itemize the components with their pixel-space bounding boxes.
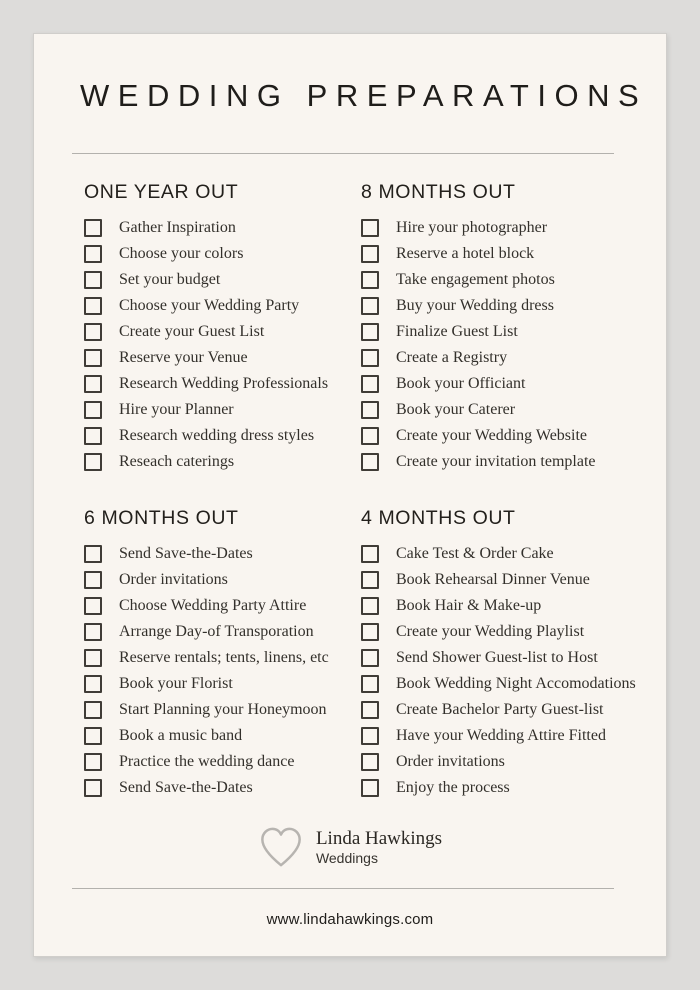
checklist-item: [84, 345, 361, 371]
section-6-months-out: [84, 507, 361, 801]
checklist-item-label: Start Planning your Honeymoon: [119, 701, 327, 718]
checklist-item: [361, 319, 646, 345]
website-url: www.lindahawkings.com: [266, 911, 434, 928]
checklist-item: [361, 749, 646, 775]
checkbox[interactable]: [361, 219, 379, 237]
checklist-item-label: Reserve your Venue: [119, 349, 248, 366]
checklist-item-label: Take engagement photos: [396, 271, 555, 288]
checklist-item-label: Choose Wedding Party Attire: [119, 597, 307, 614]
checklist-item-label: Gather Inspiration: [119, 219, 236, 236]
checklist-item: [84, 397, 361, 423]
checklist-item-label: Hire your photographer: [396, 219, 548, 236]
checkbox[interactable]: [84, 675, 102, 693]
checkbox[interactable]: [361, 375, 379, 393]
checklist-item-label: Hire your Planner: [119, 401, 234, 418]
brand-subtitle: Weddings: [315, 849, 378, 866]
checklist-item-label: Choose your Wedding Party: [119, 297, 300, 314]
checklist-item-label: Reseach caterings: [119, 453, 235, 470]
checkbox[interactable]: [84, 297, 102, 315]
checklist-item-label: Order invitations: [119, 571, 228, 588]
checkbox[interactable]: [361, 453, 379, 471]
checklist-item-label: Create Bachelor Party Guest-list: [396, 701, 604, 718]
checklist-item-label: Create your invitation template: [396, 453, 596, 470]
checklist-item: [361, 371, 646, 397]
checklist-item: [361, 775, 646, 801]
checkbox[interactable]: [361, 623, 379, 641]
checkbox[interactable]: [84, 375, 102, 393]
checkbox[interactable]: [361, 271, 379, 289]
section-heading: 6 MONTHS OUT: [84, 507, 239, 529]
checklist-item: [361, 697, 646, 723]
checkbox[interactable]: [84, 623, 102, 641]
checklist-item-label: Choose your colors: [119, 245, 244, 262]
checkbox[interactable]: [361, 323, 379, 341]
checklist-item: [361, 423, 646, 449]
checklist-item: [361, 645, 646, 671]
checklist-item-label: Order invitations: [396, 753, 505, 770]
checklist-item: [84, 645, 361, 671]
checklist-item-label: Book Rehearsal Dinner Venue: [396, 571, 590, 588]
heart-outline-icon: [258, 825, 304, 869]
brand-name: Linda Hawkings: [315, 827, 443, 849]
checkbox[interactable]: [361, 349, 379, 367]
checklist-item-label: Create your Guest List: [119, 323, 265, 340]
checklist-item: [361, 241, 646, 267]
checklist-item-label: Reserve rentals; tents, linens, etc: [119, 649, 329, 666]
checkbox[interactable]: [84, 779, 102, 797]
checklist-item-label: Send Save-the-Dates: [119, 779, 253, 796]
checkbox[interactable]: [84, 349, 102, 367]
checklist-item-label: Book your Caterer: [396, 401, 516, 418]
brand-text: [316, 828, 442, 867]
checkbox[interactable]: [84, 323, 102, 341]
checkbox[interactable]: [84, 597, 102, 615]
checklist-item-label: Finalize Guest List: [396, 323, 518, 340]
checklist-item: [361, 293, 646, 319]
checklist-item: [361, 215, 646, 241]
checklist-item-label: Enjoy the process: [396, 779, 510, 796]
brand-block: [34, 825, 666, 869]
checkbox[interactable]: [361, 649, 379, 667]
checkbox[interactable]: [361, 753, 379, 771]
checklist-item: [84, 723, 361, 749]
checkbox[interactable]: [361, 727, 379, 745]
checklist-item-label: Research Wedding Professionals: [119, 375, 329, 392]
checkbox[interactable]: [361, 597, 379, 615]
checklist-item: [84, 697, 361, 723]
checklist: [84, 541, 361, 801]
checklist-item-label: Send Shower Guest-list to Host: [396, 649, 598, 666]
checklist-item-label: Send Save-the-Dates: [119, 545, 253, 562]
checklist-item: [84, 541, 361, 567]
checklist-item: [361, 593, 646, 619]
checklist-item: [84, 671, 361, 697]
section-heading: 8 MONTHS OUT: [361, 181, 516, 203]
checkbox[interactable]: [84, 701, 102, 719]
checklist-item-label: Cake Test & Order Cake: [396, 545, 554, 562]
checklist-item: [84, 749, 361, 775]
checklist-item-label: Book your Officiant: [396, 375, 526, 392]
checkbox[interactable]: [361, 779, 379, 797]
page-title: WEDDING PREPARATIONS: [80, 78, 648, 113]
section-heading: ONE YEAR OUT: [84, 181, 239, 203]
section-heading: 4 MONTHS OUT: [361, 507, 516, 529]
checklist-item: [84, 293, 361, 319]
checklist-item: [84, 619, 361, 645]
checklist-item-label: Have your Wedding Attire Fitted: [396, 727, 606, 744]
checklist: [361, 541, 646, 801]
checkbox[interactable]: [84, 219, 102, 237]
checklist: [361, 215, 646, 475]
checklist-item: [361, 541, 646, 567]
checkbox[interactable]: [84, 453, 102, 471]
checklist-item: [84, 241, 361, 267]
checklist-item: [361, 449, 646, 475]
checklist-item-label: Create your Wedding Website: [396, 427, 588, 444]
checkbox[interactable]: [84, 753, 102, 771]
checkbox[interactable]: [84, 571, 102, 589]
checklist-item: [361, 671, 646, 697]
checklist-item: [361, 567, 646, 593]
checkbox[interactable]: [361, 701, 379, 719]
checkbox[interactable]: [361, 297, 379, 315]
footer-divider: [72, 888, 614, 889]
checkbox[interactable]: [84, 727, 102, 745]
checkbox[interactable]: [84, 401, 102, 419]
section-one-year-out: [84, 181, 361, 475]
section-8-months-out: [361, 181, 646, 475]
checklist-item-label: Set your budget: [119, 271, 221, 288]
checkbox[interactable]: [84, 271, 102, 289]
checklist-item: [84, 371, 361, 397]
checklist-item-label: Practice the wedding dance: [119, 753, 295, 770]
checklist-item: [84, 593, 361, 619]
checkbox[interactable]: [361, 675, 379, 693]
checkbox[interactable]: [361, 401, 379, 419]
checkbox[interactable]: [361, 245, 379, 263]
checklist-item: [84, 775, 361, 801]
checklist-item-label: Research wedding dress styles: [119, 427, 315, 444]
checklist-item: [361, 267, 646, 293]
checklist-item: [361, 397, 646, 423]
checkbox[interactable]: [84, 427, 102, 445]
checklist-item: [361, 345, 646, 371]
checklist-item: [361, 619, 646, 645]
checkbox[interactable]: [84, 545, 102, 563]
checklist-item: [361, 723, 646, 749]
checklist-item-label: Reserve a hotel block: [396, 245, 535, 262]
checklist-item: [84, 567, 361, 593]
checklist-item-label: Book your Florist: [119, 675, 233, 692]
checklist-item-label: Create a Registry: [396, 349, 508, 366]
checklist-item-label: Arrange Day-of Transporation: [119, 623, 314, 640]
checklist: [84, 215, 361, 475]
checklist-item: [84, 215, 361, 241]
checkbox[interactable]: [84, 245, 102, 263]
checklist-item-label: Book a music band: [119, 727, 243, 744]
checklist-item-label: Create your Wedding Playlist: [396, 623, 585, 640]
checkbox[interactable]: [361, 545, 379, 563]
checklist-item-label: Book Wedding Night Accomodations: [396, 675, 636, 692]
checklist-item: [84, 449, 361, 475]
checklist-item: [84, 423, 361, 449]
checklist-item: [84, 267, 361, 293]
checklist-item: [84, 319, 361, 345]
checkbox[interactable]: [361, 571, 379, 589]
checklist-item-label: Book Hair & Make-up: [396, 597, 542, 614]
page-card: [33, 33, 667, 957]
checkbox[interactable]: [84, 649, 102, 667]
checklist-item-label: Buy your Wedding dress: [396, 297, 554, 314]
sections-grid: [34, 154, 666, 801]
section-4-months-out: [361, 507, 646, 801]
checkbox[interactable]: [361, 427, 379, 445]
